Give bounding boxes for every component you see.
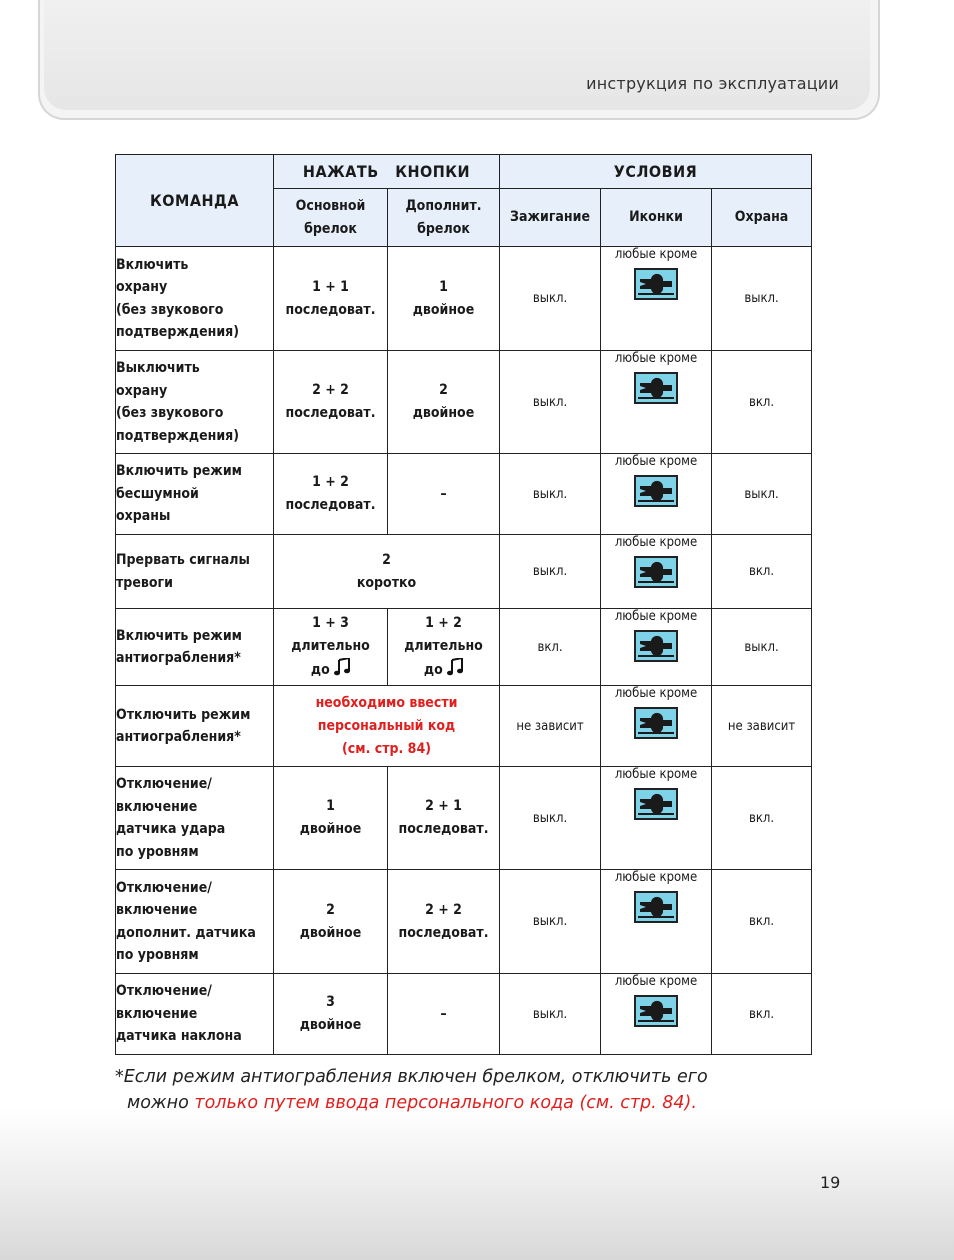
icons-cell: любые кроме bbox=[601, 247, 712, 351]
command-name: Включить режим антиограбления* bbox=[116, 609, 274, 686]
command-table bbox=[115, 154, 812, 1055]
guard-cell: выкл. bbox=[712, 247, 812, 351]
table-row bbox=[116, 767, 812, 870]
music-note-icon bbox=[334, 658, 350, 676]
icons-cell: любые кроме bbox=[601, 974, 712, 1055]
main-fob-cell: 3 двойное bbox=[274, 974, 388, 1055]
command-name: Включить охрану (без звукового подтверждения) bbox=[116, 247, 274, 351]
guard-cell: вкл. bbox=[712, 351, 812, 454]
table-row bbox=[116, 454, 812, 535]
extra-fob-cell: – bbox=[388, 454, 500, 535]
music-note-icon bbox=[447, 658, 463, 676]
guard-cell: выкл. bbox=[712, 609, 812, 686]
wrench-icon bbox=[634, 475, 678, 507]
ignition-cell: выкл. bbox=[500, 454, 601, 535]
table-row bbox=[116, 247, 812, 351]
header-conditions: УСЛОВИЯ bbox=[500, 155, 812, 189]
header-panel bbox=[44, 0, 870, 110]
guard-cell: вкл. bbox=[712, 767, 812, 870]
command-name: Отключение/ включение дополнит. датчика по уровням bbox=[116, 870, 274, 974]
icons-cell: любые кроме bbox=[601, 454, 712, 535]
ignition-cell: выкл. bbox=[500, 974, 601, 1055]
command-name: Выключить охрану (без звукового подтверждения) bbox=[116, 351, 274, 454]
header-ignition: Зажигание bbox=[500, 189, 601, 247]
command-name: Включить режим бесшумной охраны bbox=[116, 454, 274, 535]
wrench-icon bbox=[634, 995, 678, 1027]
extra-fob-cell: 1 + 2 длительно до bbox=[388, 609, 500, 686]
extra-fob-cell: 2 + 2 последоват. bbox=[388, 870, 500, 974]
table-row bbox=[116, 686, 812, 767]
main-fob-cell: 1 + 1 последоват. bbox=[274, 247, 388, 351]
main-fob-cell: 2 двойное bbox=[274, 870, 388, 974]
table-row bbox=[116, 974, 812, 1055]
wrench-icon bbox=[634, 788, 678, 820]
table-row bbox=[116, 609, 812, 686]
buttons-merged: 2 коротко bbox=[274, 535, 500, 609]
icons-cell: любые кроме bbox=[601, 767, 712, 870]
guard-cell: выкл. bbox=[712, 454, 812, 535]
footnote-highlight: только путем ввода персонального кода (см. стр. 84). bbox=[194, 1093, 697, 1113]
header-main-fob: Основной брелок bbox=[274, 189, 388, 247]
header-command: КОМАНДА bbox=[116, 155, 274, 247]
wrench-icon bbox=[634, 268, 678, 300]
header-title: инструкция по эксплуатации bbox=[586, 74, 839, 93]
header-icons: Иконки bbox=[601, 189, 712, 247]
icons-cell: любые кроме bbox=[601, 686, 712, 767]
icons-cell: любые кроме bbox=[601, 351, 712, 454]
ignition-cell: выкл. bbox=[500, 870, 601, 974]
main-fob-cell: 1 + 2 последоват. bbox=[274, 454, 388, 535]
personal-code-note: необходимо ввести персональный код (см. стр. 84) bbox=[274, 686, 500, 767]
extra-fob-cell: 1 двойное bbox=[388, 247, 500, 351]
ignition-cell: выкл. bbox=[500, 247, 601, 351]
table-row bbox=[116, 535, 812, 609]
header-guard: Охрана bbox=[712, 189, 812, 247]
wrench-icon bbox=[634, 630, 678, 662]
footnote: *Если режим антиограбления включен брелком, отключить его можно только путем ввода персонального кода (см. стр. 84). bbox=[115, 1067, 708, 1113]
ignition-cell: выкл. bbox=[500, 767, 601, 870]
ignition-cell: вкл. bbox=[500, 609, 601, 686]
extra-fob-cell: – bbox=[388, 974, 500, 1055]
guard-cell: не зависит bbox=[712, 686, 812, 767]
command-name: Отключение/ включение датчика наклона bbox=[116, 974, 274, 1055]
table-row bbox=[116, 351, 812, 454]
guard-cell: вкл. bbox=[712, 974, 812, 1055]
extra-fob-cell: 2 двойное bbox=[388, 351, 500, 454]
wrench-icon bbox=[634, 891, 678, 923]
wrench-icon bbox=[634, 707, 678, 739]
guard-cell: вкл. bbox=[712, 870, 812, 974]
header-buttons: НАЖАТЬ КНОПКИ bbox=[274, 155, 500, 189]
table-row bbox=[116, 870, 812, 974]
icons-cell: любые кроме bbox=[601, 535, 712, 609]
main-fob-cell: 2 + 2 последоват. bbox=[274, 351, 388, 454]
wrench-icon bbox=[634, 372, 678, 404]
command-name: Отключить режим антиограбления* bbox=[116, 686, 274, 767]
guard-cell: вкл. bbox=[712, 535, 812, 609]
wrench-icon bbox=[634, 556, 678, 588]
ignition-cell: выкл. bbox=[500, 535, 601, 609]
icons-cell: любые кроме bbox=[601, 609, 712, 686]
main-fob-cell: 1 двойное bbox=[274, 767, 388, 870]
icons-cell: любые кроме bbox=[601, 870, 712, 974]
main-fob-cell: 1 + 3 длительно до bbox=[274, 609, 388, 686]
command-name: Прервать сигналы тревоги bbox=[116, 535, 274, 609]
command-name: Отключение/ включение датчика удара по уровням bbox=[116, 767, 274, 870]
ignition-cell: не зависит bbox=[500, 686, 601, 767]
page-number: 19 bbox=[820, 1173, 841, 1192]
extra-fob-cell: 2 + 1 последоват. bbox=[388, 767, 500, 870]
header-extra-fob: Дополнит. брелок bbox=[388, 189, 500, 247]
ignition-cell: выкл. bbox=[500, 351, 601, 454]
